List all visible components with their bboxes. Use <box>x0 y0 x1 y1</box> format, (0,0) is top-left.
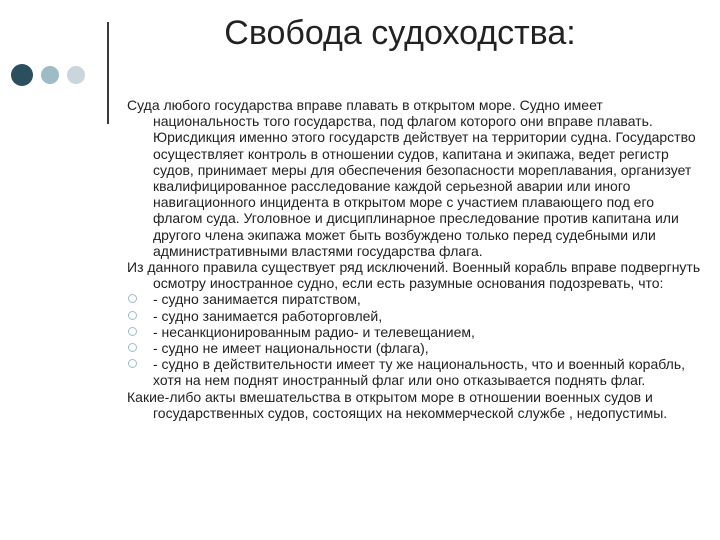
slide-body <box>127 97 707 421</box>
bullet-item <box>127 308 707 324</box>
paragraph-interference: Какие-либо акты вмешательства в открытом море в отношении военных судов и государственных судов, состоящих на некоммерческой службе , недопустимы. <box>127 388 668 421</box>
slide-title: Свобода судоходства: <box>224 14 576 52</box>
bullet-circle-icon <box>128 311 137 320</box>
bullet-item <box>127 291 707 307</box>
decor-dot-medium <box>41 66 59 84</box>
paragraph-freedom: Суда любого государства вправе плавать в открытом море. Судно имеет национальность того государства, под флагом которого они вправе плавать. Юрисдикция именно этого государств действует на территории судна. Государство осуществляет контроль в отношении судов, капитана и экипажа, ведет регистр судов, принимает меры для обеспечения безопасности мореплавания, организует квалифицированное расследование каждой серьезной аварии или иного навигационного инцидента в открытом море с участием плавающего под его флагом суда. Уголовное и дисциплинарное преследование против капитана или другого члена экипажа может быть возбуждено только перед судебными или административными властями государства флага. <box>127 97 696 259</box>
bullet-text: - судно занимается работорговлей, <box>153 307 383 324</box>
title-divider <box>107 22 109 124</box>
bullet-circle-icon <box>128 294 137 303</box>
decor-dot-light <box>67 66 85 84</box>
bullet-circle-icon <box>128 327 137 336</box>
bullet-text: - несанкционированным радио- и телевещанием, <box>153 323 475 340</box>
bullet-item <box>127 356 707 388</box>
paragraph-exceptions: Из данного правила существует ряд исключений. Военный корабль вправе подвергнуть осмотру иностранное судно, если есть разумные основания подозревать, что: <box>127 259 701 292</box>
decor-dot-dark <box>11 64 33 86</box>
bullet-text: - судно не имеет национальности (флага), <box>153 340 429 357</box>
bullet-item <box>127 324 707 340</box>
bullet-circle-icon <box>128 343 137 352</box>
bullet-text: - судно занимается пиратством, <box>153 291 361 308</box>
bullet-circle-icon <box>128 359 137 368</box>
bullet-item <box>127 340 707 356</box>
bullet-text: - судно в действительности имеет ту же национальность, что и военный корабль, хотя на нем поднят иностранный флаг или оно отказывается поднять флаг. <box>153 356 685 389</box>
